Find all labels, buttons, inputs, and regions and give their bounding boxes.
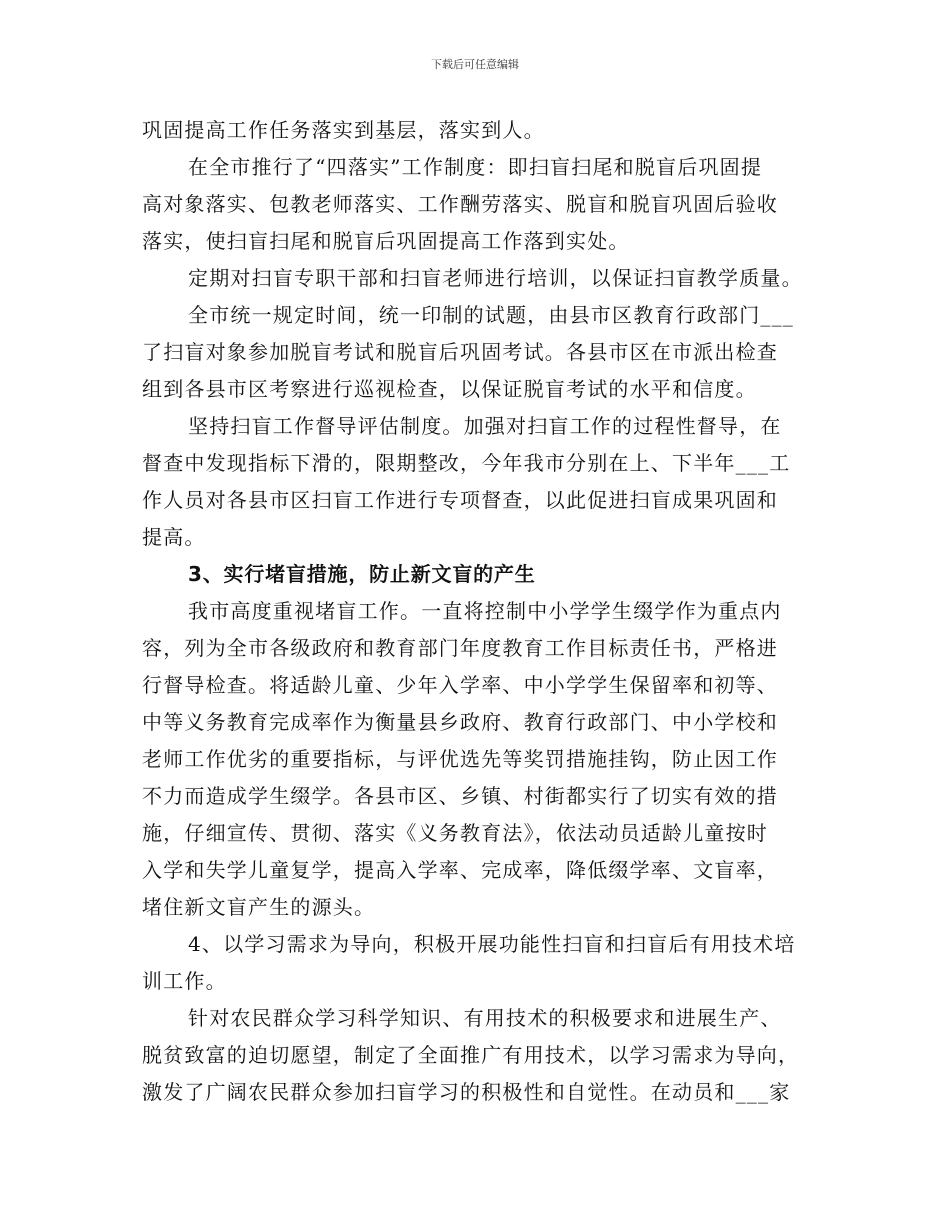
text-line: 针对农民群众学习科学知识、有用技术的积极要求和进展生产、: [188, 1006, 782, 1030]
text-line: 在全市推行了“四落实”工作制度：即扫盲扫尾和脱盲后巩固提: [188, 155, 763, 179]
text-line: 行督导检查。将适龄儿童、少年入学率、中小学学生保留率和初等、: [142, 673, 778, 697]
text-line: 定期对扫盲专职干部和扫盲老师进行培训，以保证扫盲教学质量。: [188, 266, 803, 290]
text-line: 入学和失学儿童复学，提高入学率、完成率，降低缀学率、文盲率，: [142, 858, 778, 882]
text-line: 训工作。: [142, 969, 227, 993]
text-line: 激发了广阔农民群众参加扫盲学习的积极性和自觉性。在动员和___家: [142, 1080, 791, 1104]
text-line: 了扫盲对象参加脱盲考试和脱盲后巩固考试。各县市区在市派出检查: [142, 340, 778, 364]
text-line: 中等义务教育完成率作为衡量县乡政府、教育行政部门、中小学校和: [142, 710, 778, 734]
page-header-note: 下载后可任意编辑: [431, 58, 519, 71]
text-line: 高对象落实、包教老师落实、工作酬劳落实、脱盲和脱盲巩固后验收: [142, 192, 778, 216]
text-line: 容，列为全市各级政府和教育部门年度教育工作目标责任书，严格进: [142, 636, 778, 660]
text-line: 堵住新文盲产生的源头。: [142, 895, 376, 919]
section-heading: 3、实行堵盲措施，防止新文盲的产生: [188, 562, 536, 586]
document-body: [142, 112, 807, 1111]
text-line: 作人员对各县市区扫盲工作进行专项督查，以此促进扫盲成果巩固和: [142, 488, 778, 512]
text-line: 督查中发现指标下滑的，限期整改，今年我市分别在上、下半年___工: [142, 451, 791, 475]
text-line: 巩固提高工作任务落实到基层，落实到人。: [142, 118, 545, 142]
text-line: 我市高度重视堵盲工作。一直将控制中小学学生缀学作为重点内: [188, 599, 782, 623]
text-line: 提高。: [142, 525, 206, 549]
text-line: 全市统一规定时间，统一印制的试题，由县市区教育行政部门___: [188, 303, 794, 327]
text-line: 老师工作优劣的重要指标，与评优选先等奖罚措施挂钩，防止因工作: [142, 747, 778, 771]
text-line: 坚持扫盲工作督导评估制度。加强对扫盲工作的过程性督导，在: [188, 414, 782, 438]
text-line: 不力而造成学生缀学。各县市区、乡镇、村街都实行了切实有效的措: [142, 784, 778, 808]
text-line: 施，仔细宣传、贯彻、落实《义务教育法》，依法动员适龄儿童按时: [142, 821, 768, 845]
text-line: 4、以学习需求为导向，积极开展功能性扫盲和扫盲后有用技术培: [188, 932, 796, 956]
text-line: 组到各县市区考察进行巡视检查，以保证脱盲考试的水平和信度。: [142, 377, 757, 401]
text-line: 脱贫致富的迫切愿望，制定了全面推广有用技术，以学习需求为导向，: [142, 1043, 800, 1067]
text-line: 落实，使扫盲扫尾和脱盲后巩固提高工作落到实处。: [142, 229, 630, 253]
